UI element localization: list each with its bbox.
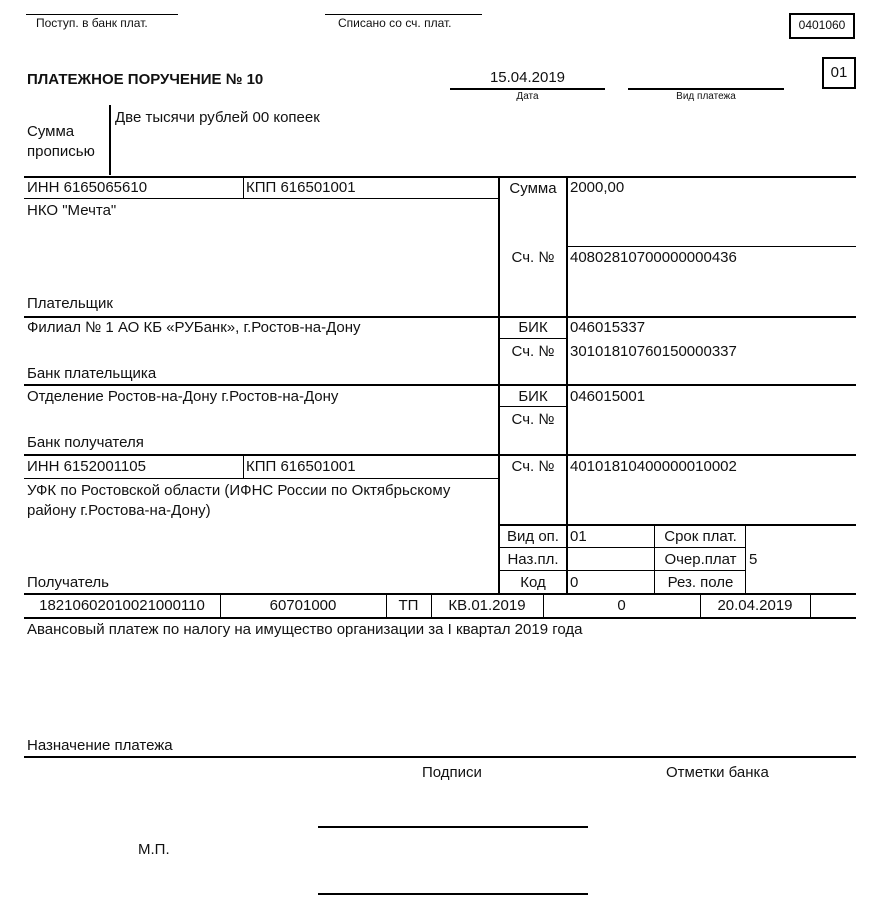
grid-line-payer-bank (24, 316, 856, 318)
tax-oktmo: 60701000 (269, 597, 337, 614)
op-type-label: Вид оп. (507, 528, 559, 545)
recipient-bank-account-label: Сч. № (511, 411, 555, 428)
amount-words-value: Две тысячи рублей 00 копеек (115, 109, 320, 126)
term-label: Срок плат. (664, 528, 737, 545)
purpose-label: Назначение платежа (27, 737, 173, 754)
recipient-name-2: району г.Ростова-на-Дону) (27, 502, 211, 519)
grid-vline-op-right (745, 524, 746, 593)
grid-line-operation (498, 524, 856, 526)
recipient-bank-name: Отделение Ростов-на-Дону г.Ростов-на-Дону (27, 388, 339, 405)
grid-line-recipient-inn (24, 478, 498, 479)
recipient-label: Получатель (27, 574, 109, 591)
code-label: Код (520, 574, 546, 591)
payer-sum-value: 2000,00 (570, 179, 625, 196)
amount-words-label-2: прописью (27, 143, 95, 160)
grid-line-payer-inn (24, 198, 498, 199)
payer-label: Плательщик (27, 295, 113, 312)
debited-label: Списано со сч. плат. (338, 16, 452, 30)
reserve-label: Рез. поле (667, 574, 734, 591)
grid-vline-payer-kpp (243, 176, 244, 198)
recipient-bank-bik-value: 046015001 (570, 388, 646, 405)
payer-kpp: КПП 616501001 (246, 179, 356, 196)
document-date: 15.04.2019 (489, 69, 566, 86)
code-value: 0 (570, 574, 579, 591)
signature-line-1 (318, 826, 588, 828)
recipient-account-label: Сч. № (511, 458, 555, 475)
bank-marks-label: Отметки банка (666, 764, 769, 781)
recipient-name-1: УФК по Ростовской области (ИФНС России по Октябрьскому (27, 482, 451, 499)
payment-type-label: Вид платежа (676, 91, 736, 102)
purpose-line (24, 756, 856, 758)
grid-line-operation-2 (498, 547, 746, 548)
tax-vline-6 (810, 593, 811, 617)
date-label: Дата (516, 91, 539, 102)
status-code: 01 (830, 64, 848, 81)
grid-line-payer-bank-bik (498, 338, 566, 339)
recipient-inn: ИНН 6152001105 (27, 458, 146, 475)
form-code: 0401060 (798, 18, 846, 32)
payer-bank-label: Банк плательщика (27, 365, 157, 382)
payer-account-label: Сч. № (511, 249, 555, 266)
grid-line-top (24, 176, 856, 178)
grid-line-sum-account (566, 246, 856, 247)
tax-period: КВ.01.2019 (448, 597, 526, 614)
payer-bank-bik-value: 046015337 (570, 319, 646, 336)
grid-line-operation-3 (498, 570, 746, 571)
grid-line-recipient-bank (24, 384, 856, 386)
date-line (450, 88, 605, 90)
priority-label: Очер.плат (664, 551, 737, 568)
grid-vline-op-mid (654, 524, 655, 593)
recipient-bank-label: Банк получателя (27, 434, 144, 451)
grid-vline-values (566, 176, 568, 593)
tax-doc-number: 0 (617, 597, 626, 614)
received-line (26, 14, 178, 15)
tax-kbk: 18210602010021000110 (39, 597, 205, 614)
amount-words-divider (109, 105, 111, 175)
recipient-account-value: 40101810400000010002 (570, 458, 737, 475)
stamp-label: М.П. (138, 841, 170, 858)
amount-words-label-1: Сумма (27, 123, 75, 140)
grid-line-recipient (24, 454, 856, 456)
grid-vline-recipient-kpp (243, 454, 244, 478)
grid-line-tax-bottom (24, 617, 856, 619)
purpose-text: Авансовый платеж по налогу на имущество организации за I квартал 2019 года (27, 621, 583, 638)
payer-bank-bik-label: БИК (518, 319, 548, 336)
payer-name: НКО "Мечта" (27, 202, 117, 219)
payment-type-line (628, 88, 784, 90)
tax-doc-date: 20.04.2019 (717, 597, 793, 614)
grid-line-recipient-bank-bik (498, 406, 566, 407)
grid-line-tax-top (24, 593, 856, 595)
payer-bank-account-value: 30101810760150000337 (570, 343, 737, 360)
purpose-code-label: Наз.пл. (507, 551, 559, 568)
tax-basis: ТП (398, 597, 419, 614)
received-label: Поступ. в банк плат. (36, 16, 148, 30)
recipient-bank-bik-label: БИК (518, 388, 548, 405)
priority-value: 5 (749, 551, 758, 568)
op-type-value: 01 (570, 528, 587, 545)
payer-account-value: 40802810700000000436 (570, 249, 737, 266)
payer-bank-name: Филиал № 1 АО КБ «РУБанк», г.Ростов-на-Дону (27, 319, 361, 336)
recipient-kpp: КПП 616501001 (246, 458, 356, 475)
payer-sum-label: Сумма (509, 180, 557, 197)
payer-bank-account-label: Сч. № (511, 343, 555, 360)
debited-line (325, 14, 482, 15)
signature-line-2 (318, 893, 588, 895)
signatures-label: Подписи (422, 764, 482, 781)
payer-inn: ИНН 6165065610 (27, 179, 148, 196)
page-title: ПЛАТЕЖНОЕ ПОРУЧЕНИЕ № 10 (27, 71, 264, 88)
